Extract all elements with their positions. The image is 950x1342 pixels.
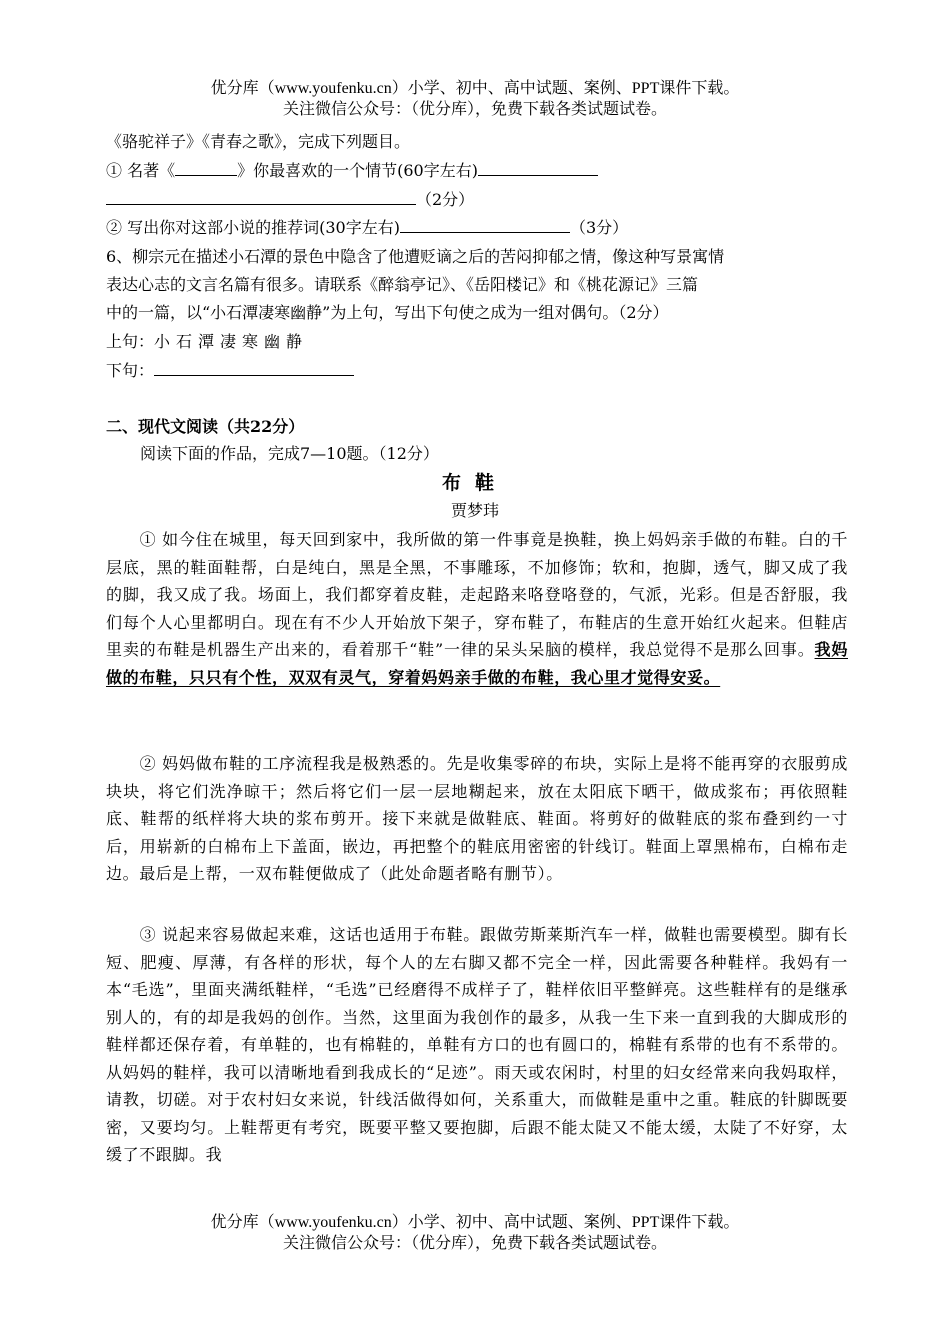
q6-lower-couplet xyxy=(106,357,354,385)
q5-item-1-text: 》你最喜欢的一个情节(60字左右) xyxy=(237,161,478,180)
q5-item-2 xyxy=(106,214,628,242)
footer-line-1: 优分库（www.youfenku.cn）小学、初中、高中试题、案例、PPT课件下载。 xyxy=(210,1214,740,1231)
lower-couplet-blank[interactable] xyxy=(154,357,354,376)
paragraph-3: ③ 说起来容易做起来难，这话也适用于布鞋。跟做劳斯莱斯汽车一样，做鞋也需要模型。脚有长短、肥瘦、厚薄，有各样的形状，每个人的左右脚又都不完全一样，因此需要各种鞋样。我妈有一本“毛选”，里面夹满纸鞋样，“毛选”已经磨得不成样子了，鞋样依旧平整鲜亮。这些鞋样有的是继承别人的，有的却是我妈的创作。当然，这里面为我创作的最多，从我一生下来一直到我的大脚成形的鞋样都还保存着，有单鞋的，也有棉鞋的，单鞋有方口的也有圆口的，棉鞋有系带的也有不系带的。从妈妈的鞋样，我可以清晰地看到我成长的“足迹”。雨天或农闲时，村里的妇女经常来向我妈取样，请教，切磋。对于农村妇女来说，针线活做得如何，关系重大，而做鞋是重中之重。鞋底的针脚既要密，又要均匀。上鞋帮更有考究，既要平整又要抱脚，后跟不能太陡又不能太缓，太陡了不好穿，太缓了不跟脚。我 xyxy=(106,925,848,1164)
q5-item-1 xyxy=(106,157,598,185)
header-line-1: 优分库（www.youfenku.cn）小学、初中、高中试题、案例、PPT课件下载。 xyxy=(210,80,740,97)
section-2-instruction: 阅读下面的作品，完成7—10题。（12分） xyxy=(140,444,439,463)
page-header xyxy=(0,78,950,120)
paragraph-1 xyxy=(106,526,848,691)
q5-item-2-text: ② 写出你对这部小说的推荐词(30字左右) xyxy=(106,218,400,237)
paragraph-1-highlight: 我妈做的布鞋，只只有个性，双双有灵气，穿着妈妈亲手做的布鞋，我心里才觉得安妥。 xyxy=(106,640,848,687)
q6-line-2: 表达心志的文言名篇有很多。请联系《醉翁亭记》、《岳阳楼记》和《桃花源记》三篇 xyxy=(106,275,699,294)
paragraph-1-text: ① 如今住在城里，每天回到家中，我所做的第一件事竟是换鞋，换上妈妈亲手做的布鞋。白的千层底，黑的鞋面鞋帮，白是纯白，黑是全黑，不事雕琢，不加修饰；软和，抱脚，透气，脚又成了我的脚，我又成了我。场面上，我们都穿着皮鞋，走起路来咯登咯登的，气派，光彩。但是否舒服，我们每个人心里都明白。现在有不少人开始放下架子，穿布鞋了，布鞋店的生意开始红火起来。但鞋店里卖的布鞋是机器生产出来的，看着那千“鞋”一律的呆头呆脑的模样，我总觉得不是那么回事。 xyxy=(106,530,848,659)
q6-line-1: 6、柳宗元在描述小石潭的景色中隐含了他遭贬谪之后的苦闷抑郁之情，像这种写景寓情 xyxy=(106,247,725,266)
lower-label: 下句： xyxy=(106,361,155,380)
q6-upper-couplet xyxy=(106,328,308,356)
q5-item-1-prefix: ① 名著《 xyxy=(106,161,176,180)
q5-item-1-score: （2分） xyxy=(416,190,475,209)
upper-text: 小石潭凄寒幽静 xyxy=(154,332,309,351)
plot-answer-blank-2[interactable] xyxy=(106,186,416,205)
page-footer xyxy=(0,1212,950,1254)
q5-item-1-cont xyxy=(106,186,474,214)
paragraph-2: ② 妈妈做布鞋的工序流程我是极熟悉的。先是收集零碎的布块，实际上是将不能再穿的衣服剪成块块，将它们洗净晾干；然后将它们一层一层地糊起来，放在太阳底下晒干，做成浆布；再依照鞋底、鞋帮的纸样将大块的浆布剪开。接下来就是做鞋底、鞋面。将剪好的做鞋底的浆布叠到约一寸后，用崭新的白棉布上下盖面，嵌边，再把整个的鞋底用密密的针线订。鞋面上罩黑棉布，白棉布走边。最后是上帮，一双布鞋便做成了（此处命题者略有删节）。 xyxy=(106,754,848,883)
footer-line-2: 关注微信公众号：（优分库），免费下载各类试题试卷。 xyxy=(282,1235,667,1252)
upper-label: 上句： xyxy=(106,332,155,351)
book-name-blank[interactable] xyxy=(175,157,237,176)
q6-line-3: 中的一篇，以“小石潭凄寒幽静”为上句，写出下句使之成为一组对偶句。（2分） xyxy=(106,303,669,322)
q5-intro: 《骆驼祥子》《青春之歌》，完成下列题目。 xyxy=(106,132,411,151)
q5-item-2-score: （3分） xyxy=(569,218,629,237)
article-title: 布鞋 xyxy=(441,472,508,494)
recommendation-blank[interactable] xyxy=(400,214,570,233)
plot-answer-blank[interactable] xyxy=(478,157,598,176)
article-author: 贾梦玮 xyxy=(450,501,499,520)
section-2-title: 二、现代文阅读（共22分） xyxy=(106,417,305,436)
header-line-2: 关注微信公众号：（优分库），免费下载各类试题试卷。 xyxy=(282,101,667,118)
